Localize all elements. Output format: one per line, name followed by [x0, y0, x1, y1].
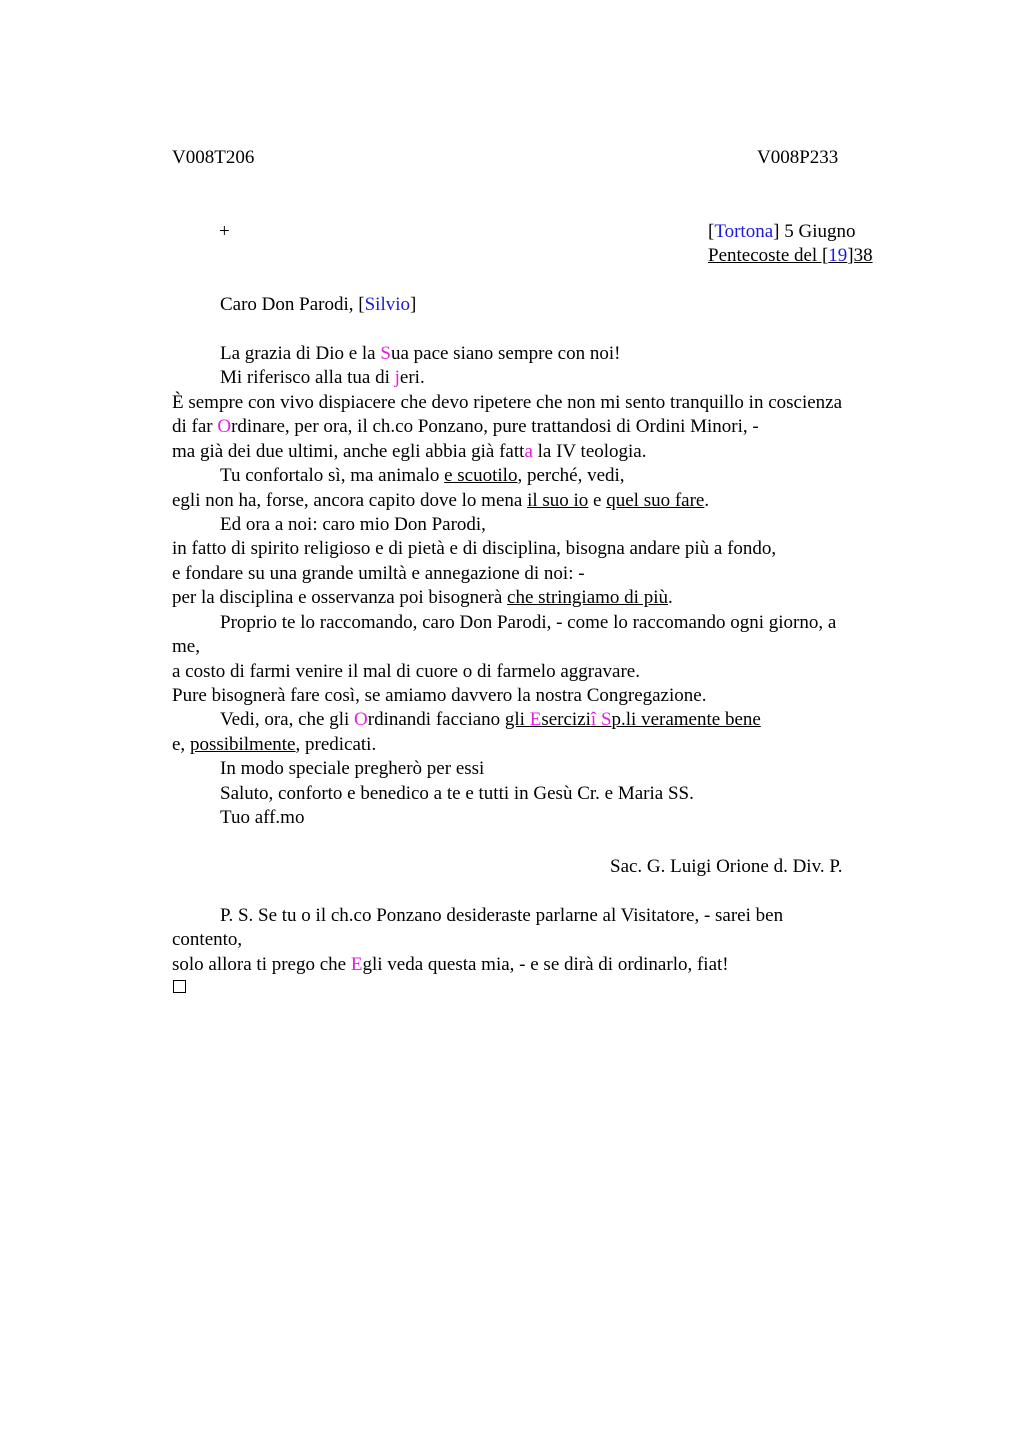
- text: ma già dei due ultimi, anche egli abbia già fatt: [172, 441, 525, 462]
- text: p.li veramente bene: [611, 709, 761, 730]
- correction: O: [354, 709, 368, 730]
- body-line: [220, 464, 625, 488]
- text: La grazia di Dio e la: [220, 343, 381, 364]
- document-code-right: V008P233: [757, 147, 839, 168]
- correction: S: [380, 343, 391, 364]
- body-line: Pure bisognerà fare così, se amiamo davvero la nostra Congregazione.: [172, 685, 707, 706]
- correction: S: [600, 709, 612, 730]
- text: di far: [172, 416, 218, 437]
- text: eri.: [399, 367, 425, 388]
- correction: j: [394, 367, 400, 388]
- date-text: ] 5 Giugno: [773, 221, 856, 242]
- body-line: Ed ora a noi: caro mio Don Parodi,: [220, 514, 486, 535]
- body-line: e fondare su una grande umiltà e annegazione di noi: -: [172, 563, 585, 584]
- feast-text: Pentecoste del [: [708, 245, 829, 266]
- text: Tu confortalo sì, ma animalo: [220, 465, 445, 486]
- correction: E: [350, 954, 363, 975]
- body-line: [220, 366, 425, 390]
- text: , predicati.: [295, 734, 377, 755]
- recipient-name: Silvio: [364, 294, 410, 315]
- text: .: [704, 490, 710, 511]
- body-line: me,: [172, 636, 200, 657]
- salutation: [220, 293, 416, 317]
- body-line: [172, 489, 709, 513]
- body-line: In modo speciale pregherò per essi: [220, 758, 485, 779]
- text: gli: [504, 709, 530, 730]
- text: sercizi: [541, 709, 591, 730]
- text: solo allora ti prego che: [172, 954, 351, 975]
- underlined-text: possibilmente: [189, 734, 296, 755]
- text: e,: [172, 734, 190, 755]
- underlined-text: che stringiamo di più: [507, 587, 668, 608]
- text: rdinandi facciano: [367, 709, 505, 730]
- postscript-line: P. S. Se tu o il ch.co Ponzano desideraste parlarne al Visitatore, - sarei ben: [220, 905, 784, 926]
- text: rdinare, per ora, il ch.co Ponzano, pure trattandosi di Ordini Minori, -: [231, 416, 759, 437]
- body-line: [172, 586, 673, 610]
- end-of-document-box-icon: [173, 980, 186, 993]
- document-code-left: V008T206: [172, 147, 255, 168]
- body-line: [172, 733, 376, 757]
- feast-date: [708, 244, 873, 268]
- text: , perché, vedi,: [517, 465, 625, 486]
- body-line: [220, 708, 761, 732]
- correction: î: [590, 709, 597, 730]
- body-line: Saluto, conforto e benedico a te e tutti in Gesù Cr. e Maria SS.: [220, 783, 694, 804]
- underlined-text: e scuotilo: [444, 465, 518, 486]
- text: Mi riferisco alla tua di: [220, 367, 395, 388]
- place-name: Tortona: [714, 221, 774, 242]
- body-line: Proprio te lo raccomando, caro Don Parodi, - come lo raccomando ogni giorno, a: [220, 612, 837, 633]
- underlined-phrase: [505, 709, 761, 730]
- bracket: [: [708, 221, 715, 242]
- closing: Tuo aff.mo: [220, 807, 305, 828]
- text: ua pace siano sempre con noi!: [390, 343, 621, 364]
- year-end: ]38: [847, 245, 873, 266]
- text: e: [588, 490, 607, 511]
- correction: E: [529, 709, 542, 730]
- text: la IV teologia.: [532, 441, 647, 462]
- postscript-line: [172, 953, 729, 977]
- cross-mark: +: [219, 221, 230, 242]
- body-line: a costo di farmi venire il mal di cuore o di farmelo aggravare.: [172, 661, 640, 682]
- body-line: [172, 415, 759, 439]
- body-line: [220, 342, 620, 366]
- place-date: [708, 220, 855, 244]
- signature: Sac. G. Luigi Orione d. Div. P.: [610, 856, 843, 877]
- year-century: 19: [828, 245, 848, 266]
- text: gli veda questa mia, - e se dirà di ordinarlo, fiat!: [362, 954, 729, 975]
- body-line: [172, 440, 647, 464]
- text: .: [667, 587, 673, 608]
- underlined-text: il suo io: [527, 490, 589, 511]
- underlined-text: quel suo fare: [606, 490, 705, 511]
- text: egli non ha, forse, ancora capito dove lo mena: [172, 490, 528, 511]
- salutation-text: Caro Don Parodi, [: [220, 294, 365, 315]
- text: per la disciplina e osservanza poi bisognerà: [172, 587, 508, 608]
- postscript-line: contento,: [172, 929, 243, 950]
- body-line: È sempre con vivo dispiacere che devo ripetere che non mi sento tranquillo in coscienza: [172, 392, 843, 413]
- text: Vedi, ora, che gli: [220, 709, 355, 730]
- body-line: in fatto di spirito religioso e di pietà e di disciplina, bisogna andare più a fondo,: [172, 538, 777, 559]
- salutation-close: ]: [410, 294, 417, 315]
- correction: O: [217, 416, 232, 437]
- correction: a: [524, 441, 533, 462]
